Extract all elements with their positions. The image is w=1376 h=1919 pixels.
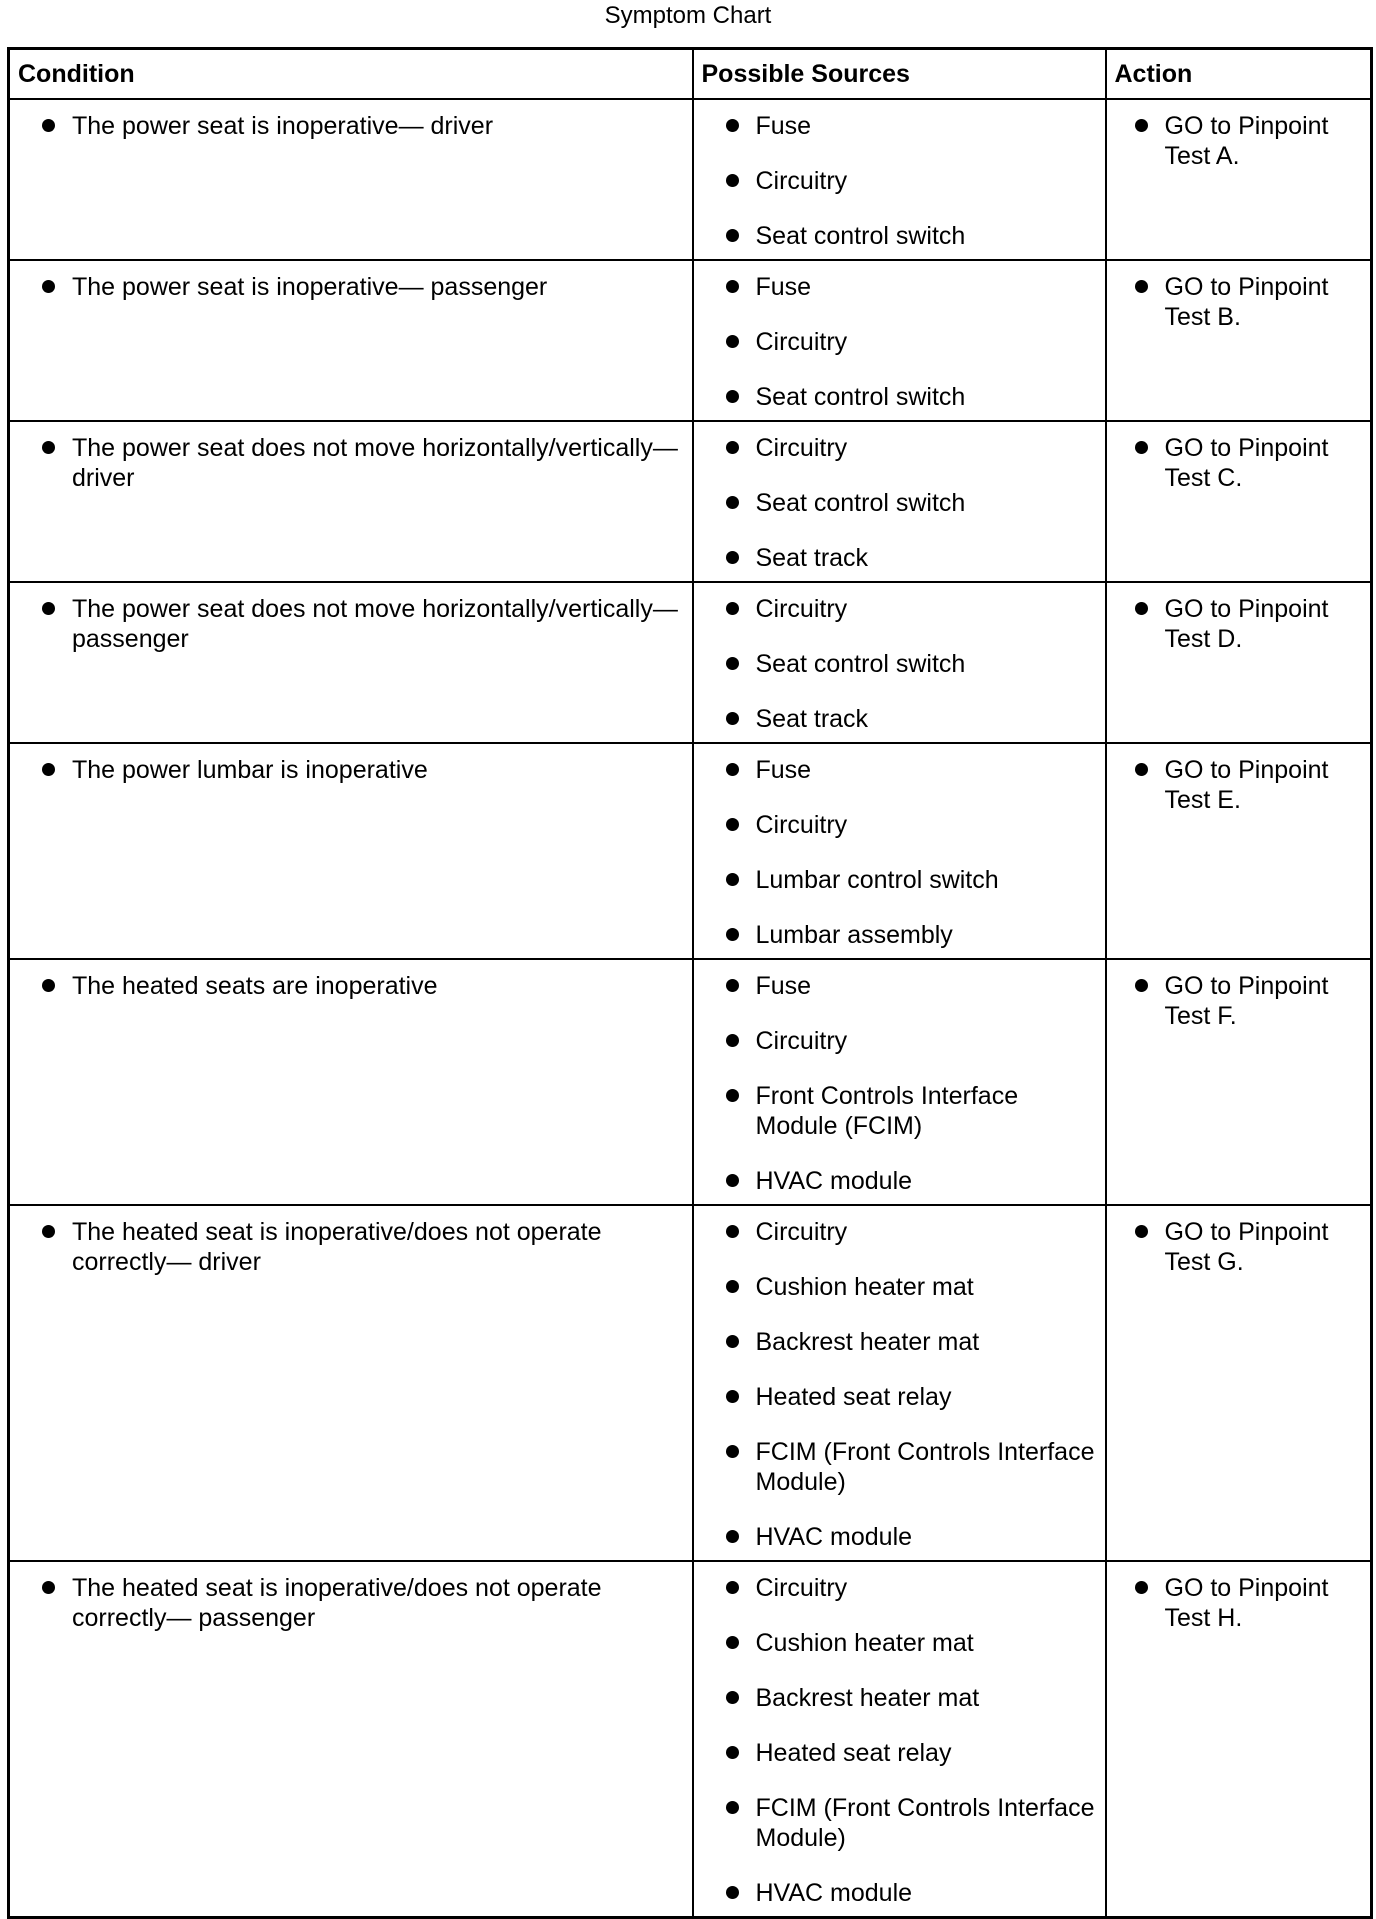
bullet-icon xyxy=(726,1089,739,1102)
bullet-icon xyxy=(726,280,739,293)
action-cell xyxy=(1106,582,1372,743)
condition-item xyxy=(38,111,682,141)
source-item-text: Circuitry xyxy=(755,1218,848,1246)
source-item-text: Lumbar assembly xyxy=(755,921,953,949)
source-item-text: Circuitry xyxy=(755,434,848,462)
bullet-icon xyxy=(726,1691,739,1704)
action-cell xyxy=(1106,1561,1372,1918)
table-row xyxy=(9,99,1372,260)
source-item-text: FCIM (Front Controls Interface Module) xyxy=(755,1794,1095,1852)
source-item-text: Seat control switch xyxy=(755,489,966,517)
bullet-icon xyxy=(42,1581,55,1594)
bullet-icon xyxy=(726,602,739,615)
action-item xyxy=(1131,272,1361,332)
condition-item xyxy=(38,433,682,493)
header-condition: Condition xyxy=(9,49,693,100)
source-item xyxy=(722,1628,1095,1658)
action-cell xyxy=(1106,743,1372,959)
source-item-text: Front Controls Interface Module (FCIM) xyxy=(755,1082,1019,1140)
source-item xyxy=(722,865,1095,895)
table-row xyxy=(9,743,1372,959)
source-item-text: Circuitry xyxy=(755,1574,848,1602)
source-item xyxy=(722,1026,1095,1056)
source-item xyxy=(722,1878,1095,1908)
bullet-icon xyxy=(726,390,739,403)
bullet-icon xyxy=(726,979,739,992)
source-item-text: Cushion heater mat xyxy=(755,1629,974,1657)
bullet-icon xyxy=(726,1280,739,1293)
bullet-icon xyxy=(42,280,55,293)
source-item-text: Seat track xyxy=(755,544,869,572)
action-item-text: GO to Pinpoint Test F. xyxy=(1164,972,1329,1030)
source-item xyxy=(722,1683,1095,1713)
possible-sources-cell xyxy=(693,260,1106,421)
bullet-icon xyxy=(1135,1225,1148,1238)
bullet-icon xyxy=(726,763,739,776)
bullet-icon xyxy=(726,119,739,132)
source-item xyxy=(722,488,1095,518)
bullet-icon xyxy=(726,174,739,187)
condition-cell xyxy=(9,1561,693,1918)
source-item xyxy=(722,382,1095,412)
bullet-icon xyxy=(42,441,55,454)
bullet-icon xyxy=(726,873,739,886)
action-item xyxy=(1131,971,1361,1031)
table-row xyxy=(9,421,1372,582)
source-item-text: Circuitry xyxy=(755,595,848,623)
bullet-icon xyxy=(726,1390,739,1403)
condition-item xyxy=(38,594,682,654)
header-action: Action xyxy=(1106,49,1372,100)
bullet-icon xyxy=(726,928,739,941)
bullet-icon xyxy=(726,335,739,348)
action-item xyxy=(1131,433,1361,493)
bullet-icon xyxy=(726,657,739,670)
source-item xyxy=(722,327,1095,357)
source-item xyxy=(722,594,1095,624)
source-item xyxy=(722,1382,1095,1412)
bullet-icon xyxy=(726,1530,739,1543)
source-item xyxy=(722,221,1095,251)
bullet-icon xyxy=(1135,441,1148,454)
bullet-icon xyxy=(42,979,55,992)
source-item-text: Heated seat relay xyxy=(755,1383,952,1411)
table-row xyxy=(9,959,1372,1205)
source-item xyxy=(722,1166,1095,1196)
condition-item-text: The power seat does not move horizontally/vertically— passenger xyxy=(72,595,678,653)
condition-item xyxy=(38,1217,682,1277)
source-item xyxy=(722,111,1095,141)
condition-cell xyxy=(9,582,693,743)
page-title: Symptom Chart xyxy=(604,2,772,29)
condition-item xyxy=(38,272,682,302)
action-item xyxy=(1131,755,1361,815)
source-item-text: Circuitry xyxy=(755,811,848,839)
action-cell xyxy=(1106,421,1372,582)
action-item xyxy=(1131,1217,1361,1277)
bullet-icon xyxy=(726,818,739,831)
condition-item-text: The power lumbar is inoperative xyxy=(72,756,428,784)
bullet-icon xyxy=(726,1335,739,1348)
source-item-text: Lumbar control switch xyxy=(755,866,999,894)
condition-item-text: The power seat is inoperative— driver xyxy=(72,112,494,140)
condition-cell xyxy=(9,1205,693,1561)
source-item xyxy=(722,920,1095,950)
possible-sources-cell xyxy=(693,421,1106,582)
bullet-icon xyxy=(726,1801,739,1814)
condition-item-text: The power seat is inoperative— passenger xyxy=(72,273,548,301)
table-header-row xyxy=(9,49,1372,100)
possible-sources-cell xyxy=(693,1205,1106,1561)
action-cell xyxy=(1106,1205,1372,1561)
condition-item xyxy=(38,755,682,785)
source-item-text: Fuse xyxy=(755,756,812,784)
action-item xyxy=(1131,594,1361,654)
source-item xyxy=(722,810,1095,840)
table-row xyxy=(9,1205,1372,1561)
source-item xyxy=(722,1437,1095,1497)
condition-item xyxy=(38,971,682,1001)
action-item-text: GO to Pinpoint Test G. xyxy=(1164,1218,1329,1276)
source-item xyxy=(722,166,1095,196)
action-cell xyxy=(1106,959,1372,1205)
possible-sources-cell xyxy=(693,582,1106,743)
bullet-icon xyxy=(726,1746,739,1759)
bullet-icon xyxy=(1135,602,1148,615)
action-cell xyxy=(1106,260,1372,421)
source-item xyxy=(722,1217,1095,1247)
condition-cell xyxy=(9,959,693,1205)
source-item-text: Circuitry xyxy=(755,167,848,195)
action-item xyxy=(1131,1573,1361,1633)
source-item xyxy=(722,755,1095,785)
action-item-text: GO to Pinpoint Test H. xyxy=(1164,1574,1329,1632)
action-item-text: GO to Pinpoint Test D. xyxy=(1164,595,1329,653)
source-item xyxy=(722,971,1095,1001)
source-item xyxy=(722,433,1095,463)
source-item-text: Fuse xyxy=(755,972,812,1000)
bullet-icon xyxy=(726,1034,739,1047)
action-item-text: GO to Pinpoint Test B. xyxy=(1164,273,1329,331)
action-cell xyxy=(1106,99,1372,260)
source-item xyxy=(722,704,1095,734)
action-item-text: GO to Pinpoint Test C. xyxy=(1164,434,1329,492)
condition-cell xyxy=(9,99,693,260)
bullet-icon xyxy=(42,1225,55,1238)
source-item-text: Fuse xyxy=(755,112,812,140)
bullet-icon xyxy=(42,119,55,132)
header-possible-sources: Possible Sources xyxy=(693,49,1106,100)
source-item-text: Backrest heater mat xyxy=(755,1684,980,1712)
source-item-text: HVAC module xyxy=(755,1523,913,1551)
source-item xyxy=(722,1573,1095,1603)
bullet-icon xyxy=(726,1636,739,1649)
action-item-text: GO to Pinpoint Test A. xyxy=(1164,112,1329,170)
table-row xyxy=(9,260,1372,421)
condition-item-text: The heated seat is inoperative/does not operate correctly— passenger xyxy=(72,1574,602,1632)
possible-sources-cell xyxy=(693,743,1106,959)
action-item xyxy=(1131,111,1361,171)
possible-sources-cell xyxy=(693,99,1106,260)
bullet-icon xyxy=(726,229,739,242)
source-item-text: Seat track xyxy=(755,705,869,733)
bullet-icon xyxy=(726,1886,739,1899)
bullet-icon xyxy=(1135,119,1148,132)
source-item-text: Circuitry xyxy=(755,1027,848,1055)
possible-sources-cell xyxy=(693,959,1106,1205)
condition-cell xyxy=(9,743,693,959)
bullet-icon xyxy=(726,496,739,509)
bullet-icon xyxy=(726,1445,739,1458)
source-item-text: Backrest heater mat xyxy=(755,1328,980,1356)
condition-item xyxy=(38,1573,682,1633)
table-row xyxy=(9,582,1372,743)
bullet-icon xyxy=(726,441,739,454)
action-item-text: GO to Pinpoint Test E. xyxy=(1164,756,1329,814)
possible-sources-cell xyxy=(693,1561,1106,1918)
table-row xyxy=(9,1561,1372,1918)
bullet-icon xyxy=(1135,280,1148,293)
source-item xyxy=(722,543,1095,573)
source-item xyxy=(722,1272,1095,1302)
source-item xyxy=(722,1793,1095,1853)
source-item-text: Circuitry xyxy=(755,328,848,356)
table-body xyxy=(9,99,1372,1918)
condition-item-text: The heated seat is inoperative/does not operate correctly— driver xyxy=(72,1218,602,1276)
bullet-icon xyxy=(1135,979,1148,992)
condition-item-text: The heated seats are inoperative xyxy=(72,972,438,1000)
source-item xyxy=(722,1738,1095,1768)
symptom-chart-table xyxy=(7,47,1373,1919)
bullet-icon xyxy=(42,602,55,615)
condition-cell xyxy=(9,260,693,421)
source-item xyxy=(722,272,1095,302)
source-item-text: FCIM (Front Controls Interface Module) xyxy=(755,1438,1095,1496)
source-item-text: Seat control switch xyxy=(755,650,966,678)
bullet-icon xyxy=(726,1581,739,1594)
bullet-icon xyxy=(726,551,739,564)
source-item-text: HVAC module xyxy=(755,1879,913,1907)
source-item-text: Heated seat relay xyxy=(755,1739,952,1767)
bullet-icon xyxy=(1135,1581,1148,1594)
source-item xyxy=(722,1522,1095,1552)
source-item-text: Seat control switch xyxy=(755,222,966,250)
condition-cell xyxy=(9,421,693,582)
source-item-text: HVAC module xyxy=(755,1167,913,1195)
source-item xyxy=(722,649,1095,679)
bullet-icon xyxy=(1135,763,1148,776)
source-item-text: Cushion heater mat xyxy=(755,1273,974,1301)
bullet-icon xyxy=(726,712,739,725)
source-item xyxy=(722,1081,1095,1141)
source-item xyxy=(722,1327,1095,1357)
source-item-text: Fuse xyxy=(755,273,812,301)
bullet-icon xyxy=(726,1174,739,1187)
bullet-icon xyxy=(42,763,55,776)
condition-item-text: The power seat does not move horizontally/vertically— driver xyxy=(72,434,678,492)
source-item-text: Seat control switch xyxy=(755,383,966,411)
bullet-icon xyxy=(726,1225,739,1238)
